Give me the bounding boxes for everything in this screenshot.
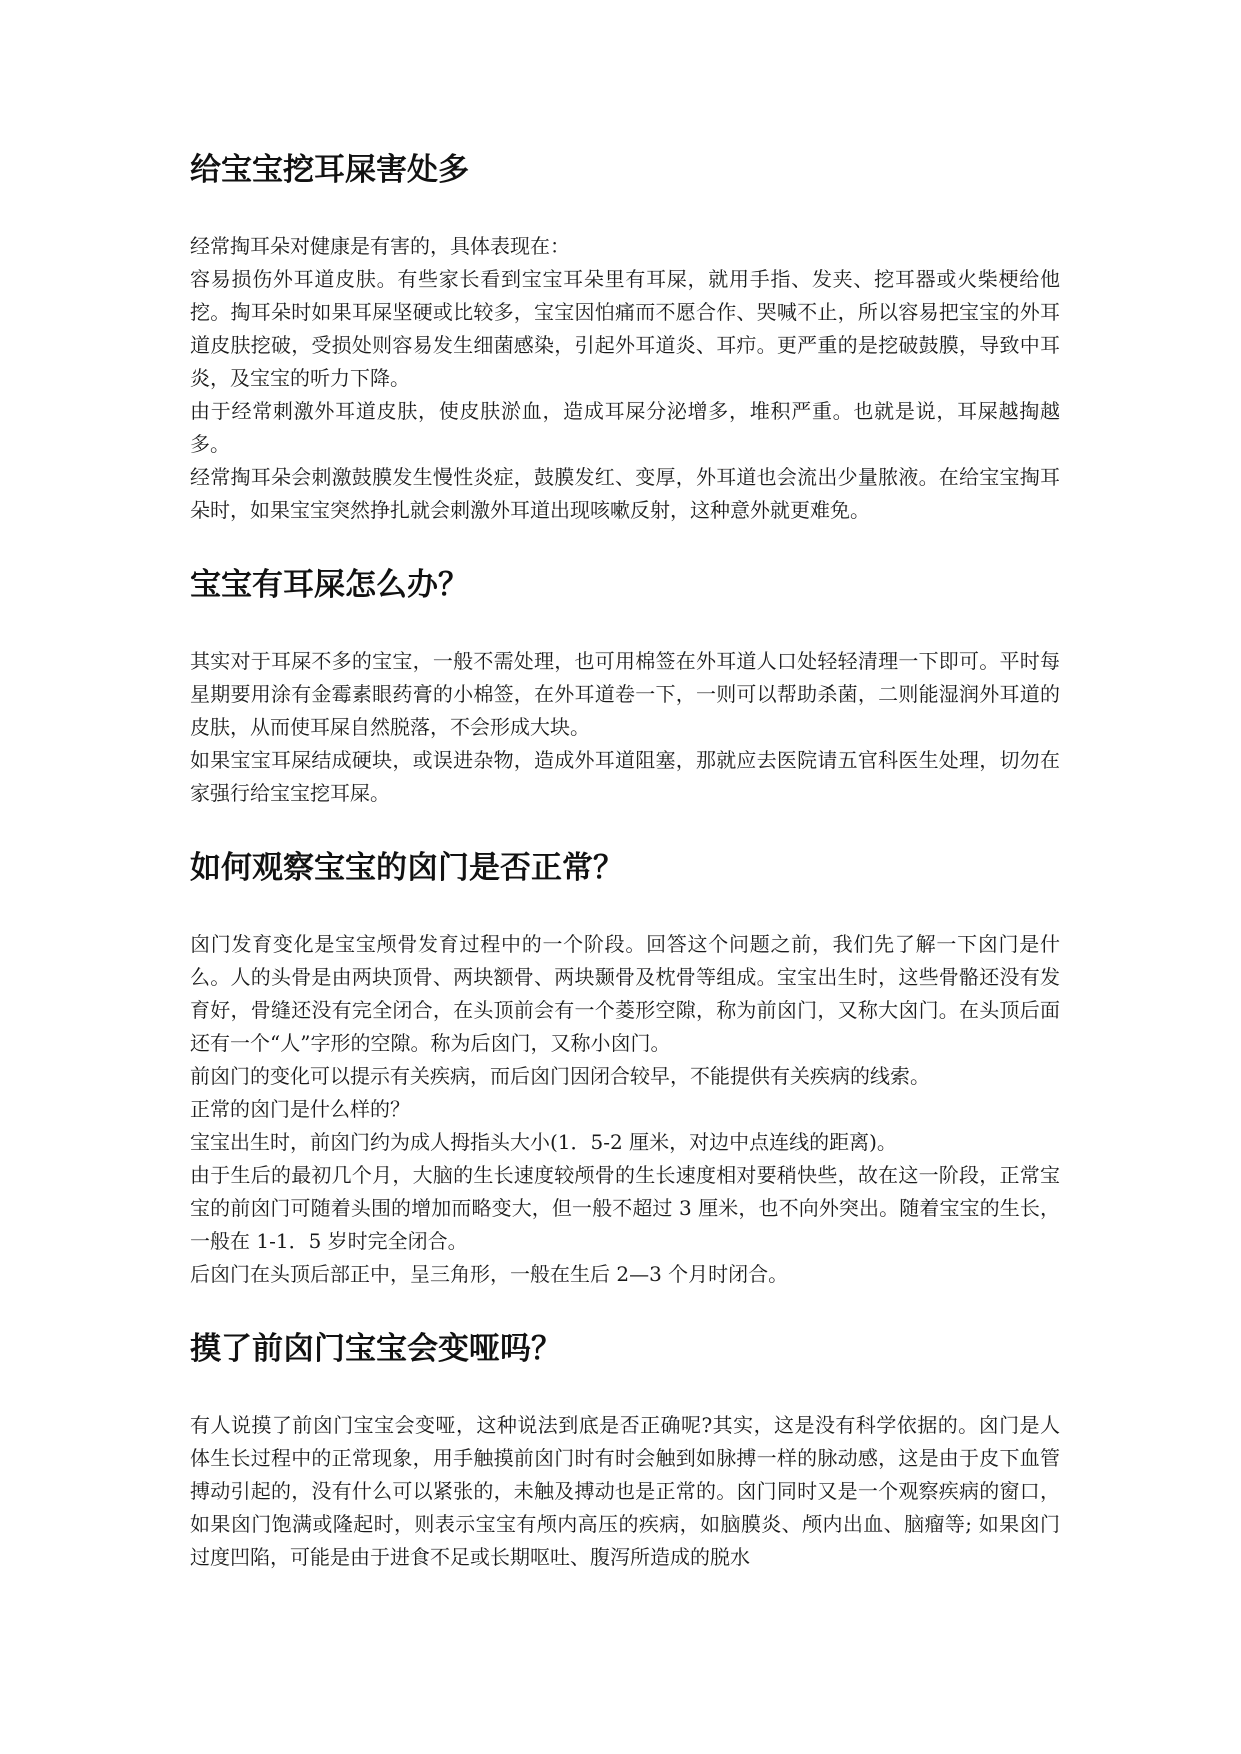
paragraph: 后囟门在头顶后部正中，呈三角形，一般在生后 2—3 个月时闭合。 xyxy=(190,1262,789,1286)
section-title: 宝宝有耳屎怎么办？ xyxy=(190,567,469,603)
section-fontanelle-observe xyxy=(190,848,1060,1291)
paragraph: 囟门发育变化是宝宝颅骨发育过程中的一个阶段。回答这个问题之前，我们先了解一下囟门是什么。人的头骨是由两块顶骨、两块额骨、两块颞骨及枕骨等组成。宝宝出生时，这些骨骼还没有发育好，骨缝还没有完全闭合，在头顶前会有一个菱形空隙，称为前囟门，又称大囟门。在头顶后面还有一个“人”字形的空隙。称为后囟门，又称小囟门。 xyxy=(190,932,1060,1055)
section-title: 如何观察宝宝的囟门是否正常？ xyxy=(190,850,624,886)
paragraph: 经常掏耳朵会刺激鼓膜发生慢性炎症，鼓膜发红、变厚，外耳道也会流出少量脓液。在给宝宝掏耳朵时，如果宝宝突然挣扎就会刺激外耳道出现咳嗽反射，这种意外就更难免。 xyxy=(190,465,1060,522)
document-page xyxy=(190,150,1060,1574)
paragraph: 经常掏耳朵对健康是有害的，具体表现在： xyxy=(190,234,570,258)
paragraph: 正常的囟门是什么样的？ xyxy=(190,1097,410,1121)
paragraph: 其实对于耳屎不多的宝宝，一般不需处理，也可用棉签在外耳道人口处轻轻清理一下即可。平时每星期要用涂有金霉素眼药膏的小棉签，在外耳道卷一下，一则可以帮助杀菌，二则能湿润外耳道的皮肤，从而使耳屎自然脱落，不会形成大块。 xyxy=(190,649,1060,739)
section-ear-wax-harm xyxy=(190,150,1060,527)
section-title: 给宝宝挖耳屎害处多 xyxy=(190,152,469,188)
paragraph: 宝宝出生时，前囟门约为成人拇指头大小(1．5-2 厘米，对边中点连线的距离)。 xyxy=(190,1130,897,1154)
section-title: 摸了前囟门宝宝会变哑吗？ xyxy=(190,1331,562,1367)
section-fontanelle-touch xyxy=(190,1329,1060,1574)
paragraph: 有人说摸了前囟门宝宝会变哑，这种说法到底是否正确呢?其实，这是没有科学依据的。囟门是人体生长过程中的正常现象，用手触摸前囟门时有时会触到如脉搏一样的脉动感，这是由于皮下血管搏动引起的，没有什么可以紧张的，未触及搏动也是正常的。囟门同时又是一个观察疾病的窗口，如果囟门饱满或隆起时，则表示宝宝有颅内高压的疾病，如脑膜炎、颅内出血、脑瘤等; 如果囟门过度凹陷，可能是由于进食不足或长期呕吐、腹泻所造成的脱水 xyxy=(190,1413,1060,1569)
section-ear-wax-what-to-do xyxy=(190,565,1060,810)
paragraph: 如果宝宝耳屎结成硬块，或误进杂物，造成外耳道阻塞，那就应去医院请五官科医生处理，切勿在家强行给宝宝挖耳屎。 xyxy=(190,748,1060,805)
paragraph: 由于经常刺激外耳道皮肤，使皮肤淤血，造成耳屎分泌增多，堆积严重。也就是说，耳屎越掏越多。 xyxy=(190,399,1060,456)
paragraph: 前囟门的变化可以提示有关疾病，而后囟门因闭合较早，不能提供有关疾病的线索。 xyxy=(190,1064,930,1088)
paragraph: 容易损伤外耳道皮肤。有些家长看到宝宝耳朵里有耳屎，就用手指、发夹、挖耳器或火柴梗给他挖。掏耳朵时如果耳屎坚硬或比较多，宝宝因怕痛而不愿合作、哭喊不止，所以容易把宝宝的外耳道皮肤挖破，受损处则容易发生细菌感染，引起外耳道炎、耳疖。更严重的是挖破鼓膜，导致中耳炎，及宝宝的听力下降。 xyxy=(190,267,1060,390)
paragraph: 由于生后的最初几个月，大脑的生长速度较颅骨的生长速度相对要稍快些，故在这一阶段，正常宝宝的前囟门可随着头围的增加而略变大，但一般不超过 3 厘米，也不向外突出。随着宝宝的生长，一般在 1-1．5 岁时完全闭合。 xyxy=(190,1163,1060,1253)
